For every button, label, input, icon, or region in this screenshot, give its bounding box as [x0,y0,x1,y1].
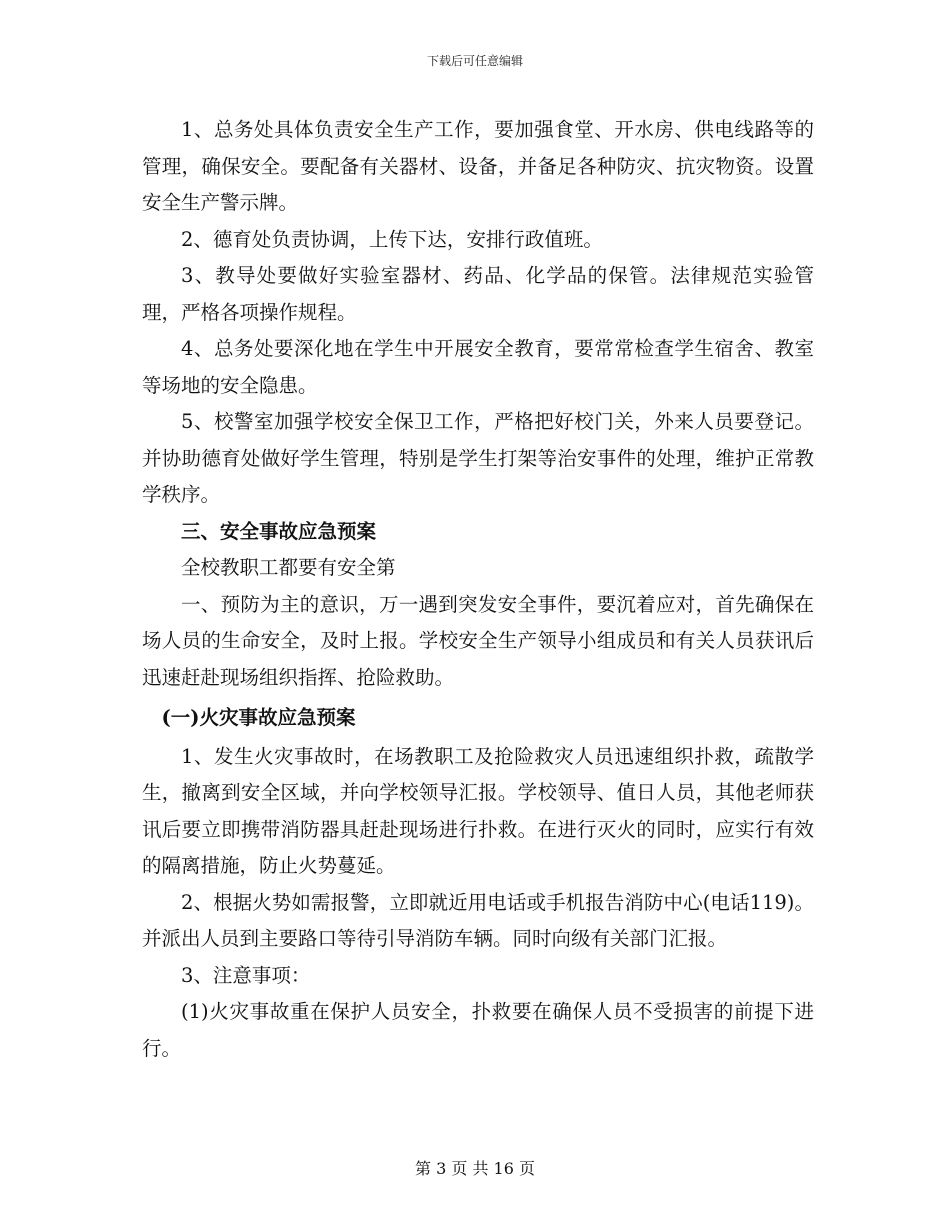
page-number-footer: 第 3 页 共 16 页 [415,1159,535,1178]
paragraph-prevention: 一、预防为主的意识，万一遇到突发安全事件，要沉着应对，首先确保在场人员的生命安全，及时上报。学校安全生产领导小组成员和有关人员获讯后迅速赶赴现场组织指挥、抢险救助。 [142,592,814,689]
paragraph-teaching-office: 3、教导处要做好实验室器材、药品、化学品的保管。法律规范实验管理，严格各项操作规程。 [142,264,814,324]
document-body [142,112,814,1067]
paragraph-security-office: 5、校警室加强学校安全保卫工作，严格把好校门关，外来人员要登记。并协助德育处做好学生管理，特别是学生打架等治安事件的处理，维护正常教学秩序。 [142,410,814,506]
paragraph-notes-title: 3、注意事项： [181,963,311,987]
paragraph-note-1: (1)火灾事故重在保护人员安全，扑救要在确保人员不受损害的前提下进行。 [142,1000,814,1060]
paragraph-fire-response: 1、发生火灾事故时，在场教职工及抢险救灾人员迅速组织扑救，疏散学生，撤离到安全区域，并向学校领导汇报。学校领导、值日人员，其他老师获讯后要立即携带消防器具赶赴现场进行扑救。在进行灭火的同时，应实行有效的隔离措施，防止火势蔓延。 [142,744,814,877]
paragraph-fire-alarm: 2、根据火势如需报警，立即就近用电话或手机报告消防中心(电话119)。并派出人员到主要路口等待引导消防车辆。同时向级有关部门汇报。 [142,890,814,950]
paragraph-general-affairs: 1、总务处具体负责安全生产工作，要加强食堂、开水房、供电线路等的管理，确保安全。要配备有关器材、设备，并备足各种防灾、抗灾物资。设置安全生产警示牌。 [142,118,814,214]
section-heading-emergency-plan: 三、安全事故应急预案 [181,519,377,543]
paragraph-safety-education: 4、总务处要深化地在学生中开展安全教育，要常常检查学生宿舍、教室等场地的安全隐患。 [142,337,814,397]
paragraph-intro: 全校教职工都要有安全第 [181,556,396,579]
subsection-heading-fire: (一)火灾事故应急预案 [161,706,356,729]
paragraph-moral-education: 2、德育处负责协调，上传下达，安排行政值班。 [181,227,603,251]
page-header: 下载后可任意编辑 [426,54,523,68]
